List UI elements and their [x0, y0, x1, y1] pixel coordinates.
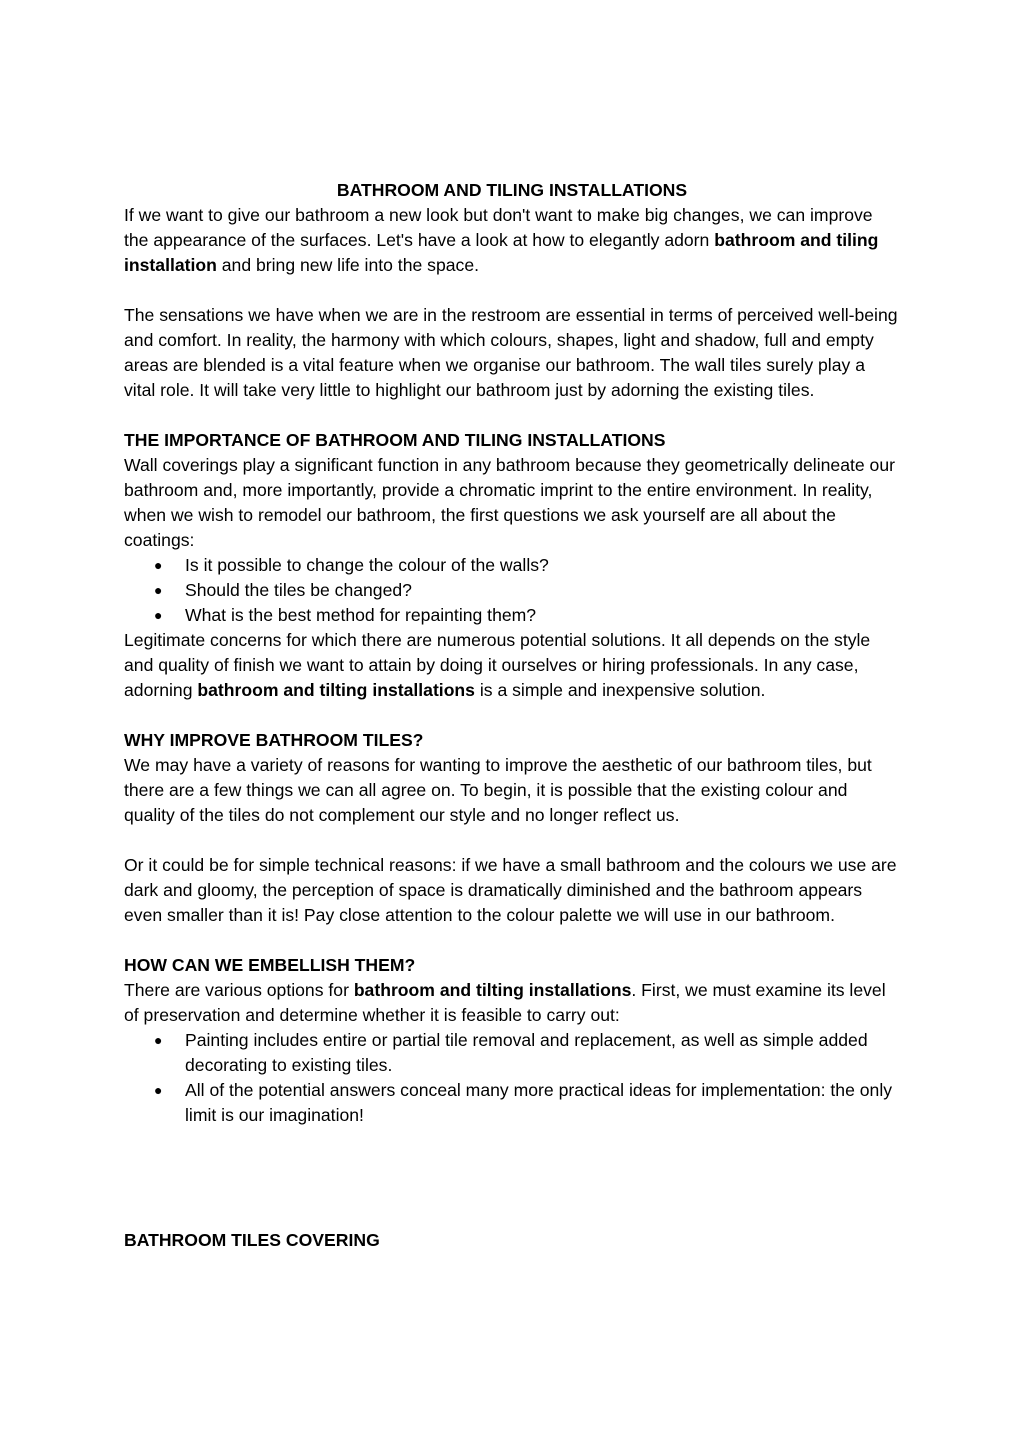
list-item-text: Should the tiles be changed? [185, 580, 412, 600]
followup-text-end: is a simple and inexpensive solution. [474, 680, 766, 700]
list-item [124, 553, 900, 578]
list-item [124, 578, 900, 603]
how-bullet-list [124, 1028, 900, 1128]
how-text-end: . First, we must examine its level of preservation and determine whether it is feasible to carry out: [124, 980, 886, 1025]
spacer [124, 278, 900, 303]
spacer [124, 703, 900, 728]
list-item [124, 1078, 900, 1128]
bullet-icon: ● [154, 582, 163, 598]
covering-heading: BATHROOM TILES COVERING [124, 1230, 380, 1250]
list-item-text: Is it possible to change the colour of the walls? [185, 555, 549, 575]
intro-text: If we want to give our bathroom a new look but don't want to make big changes, we can improve the appearance of the surfaces. Let's have a look at how to elegantly adorn [124, 205, 873, 250]
importance-paragraph: Wall coverings play a significant function in any bathroom because they geometrically delineate our bathroom and, more importantly, provide a chromatic imprint to the entire environment. In reality, when we wish to remodel our bathroom, the first questions we ask yourself are all about the coatings: [124, 455, 895, 550]
importance-followup-paragraph [124, 628, 900, 703]
how-text: There are various options for [124, 980, 354, 1000]
list-item-text: All of the potential answers conceal many more practical ideas for implementation: the only limit is our imagination! [185, 1080, 893, 1125]
spacer [124, 403, 900, 428]
followup-text: Legitimate concerns for which there are numerous potential solutions. It all depends on the style and quality of finish we want to attain by doing it ourselves or hiring professionals. In any case, adorning [124, 630, 871, 700]
document-page [124, 178, 900, 1253]
spacer [124, 1128, 900, 1228]
sensations-paragraph: The sensations we have when we are in the restroom are essential in terms of perceived well-being and comfort. In reality, the harmony with which colours, shapes, light and shadow, full and empty areas are blended is a vital feature when we organise our bathroom. The wall tiles surely play a vital role. It will take very little to highlight our bathroom just by adorning the existing tiles. [124, 305, 898, 400]
how-bold-keyword: bathroom and tilting installations [353, 980, 632, 1000]
why-heading: WHY IMPROVE BATHROOM TILES? [124, 730, 424, 750]
how-paragraph [124, 978, 900, 1028]
list-item [124, 1028, 900, 1078]
spacer [124, 828, 900, 853]
why-paragraph-2: Or it could be for simple technical reasons: if we have a small bathroom and the colours we use are dark and gloomy, the perception of space is dramatically diminished and the bathroom appears even smaller than it is! Pay close attention to the colour palette we will use in our bathroom. [124, 855, 897, 925]
intro-bold-keyword: bathroom and tiling installation [124, 230, 879, 275]
spacer [124, 928, 900, 953]
bullet-icon: ● [154, 607, 163, 623]
intro-text-end: and bring new life into the space. [216, 255, 479, 275]
why-paragraph: We may have a variety of reasons for wanting to improve the aesthetic of our bathroom tiles, but there are a few things we can all agree on. To begin, it is possible that the existing colour and quality of the tiles do not complement our style and no longer reflect us. [124, 755, 872, 825]
list-item-text: What is the best method for repainting them? [185, 605, 537, 625]
document-title: BATHROOM AND TILING INSTALLATIONS [336, 180, 688, 200]
bullet-icon: ● [154, 557, 163, 573]
importance-bullet-list [124, 553, 900, 628]
how-heading: HOW CAN WE EMBELLISH THEM? [124, 955, 416, 975]
bullet-icon: ● [154, 1082, 163, 1098]
bullet-icon: ● [154, 1032, 163, 1048]
importance-heading: THE IMPORTANCE OF BATHROOM AND TILING INSTALLATIONS [124, 430, 666, 450]
list-item [124, 603, 900, 628]
list-item-text: Painting includes entire or partial tile removal and replacement, as well as simple added decorating to existing tiles. [185, 1030, 868, 1075]
intro-paragraph [124, 203, 900, 278]
followup-bold-keyword: bathroom and tilting installations [197, 680, 475, 700]
